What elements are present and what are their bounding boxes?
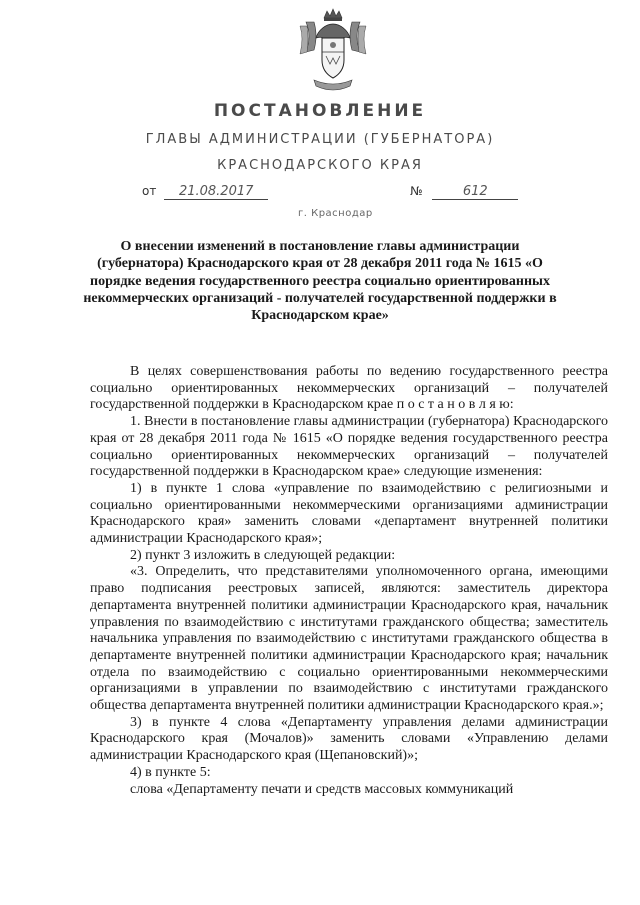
paragraph: В целях совершенствования работы по ведению государственного реестра социально ориентированных некоммерческих организаций – получателей государственной поддержки в Краснодарском крае п о с т а н о в л я ю: bbox=[90, 364, 608, 413]
paragraph: «3. Определить, что представителями уполномоченного органа, имеющими право подписания реестровых записей, являются: заместитель директора департамента внутренней политики администрации Краснодарского края, начальник управления по взаимодействию с институтами гражданского общества; заместитель начальника управления по взаимодействию с институтами гражданского общества в департаменте внутренней политики администрации Краснодарского края; начальник отдела по взаимодействию с социально ориентированными некоммерческими организациями в управлении по взаимодействию с институтами гражданского общества департамента внутренней политики администрации Краснодарского края.»; bbox=[90, 564, 608, 714]
number-value: 612 bbox=[432, 184, 518, 200]
document-title: О внесении изменений в постановление главы администрации (губернатора) Краснодарского края от 28 декабря 2011 года № 1615 «О порядке ведения государственного реестра социально ориентированных некоммерческих организаций - получателей государственной поддержки в Краснодарском крае» bbox=[83, 239, 557, 324]
city-name: г. Краснодар bbox=[298, 208, 373, 219]
coat-of-arms-icon bbox=[296, 8, 370, 94]
document-type: ПОСТАНОВЛЕНИЕ bbox=[213, 101, 427, 121]
document-body bbox=[90, 364, 608, 798]
paragraph: 4) в пункте 5: bbox=[130, 764, 211, 780]
issuing-authority: ГЛАВЫ АДМИНИСТРАЦИИ (ГУБЕРНАТОРА) bbox=[145, 132, 495, 147]
paragraph: 2) пункт 3 изложить в следующей редакции: bbox=[130, 547, 396, 563]
paragraph: 3) в пункте 4 слова «Департаменту управления делами администрации Краснодарского края (Мочалов)» заменить словами «Управлению делами администрации Краснодарского края (Щепановский)»; bbox=[90, 714, 608, 764]
paragraph: слова «Департаменту печати и средств массовых коммуникаций bbox=[130, 781, 514, 797]
date-line bbox=[142, 184, 268, 200]
number-prefix: № bbox=[410, 184, 423, 198]
paragraph: 1) в пункте 1 слова «управление по взаимодействию с религиозными и социально ориентированными некоммерческими организациями администрации Краснодарского края» заменить словами «департамент внутренней политики администрации Краснодарского края»; bbox=[90, 480, 608, 547]
date-prefix: от bbox=[142, 184, 157, 198]
paragraph: 1. Внести в постановление главы администрации (губернатора) Краснодарского края от 28 декабря 2011 года № 1615 «О порядке ведения государственного реестра социально ориентированных некоммерческих организаций – получателей государственной поддержки в Краснодарском крае» следующие изменения: bbox=[90, 414, 608, 480]
region-name: КРАСНОДАРСКОГО КРАЯ bbox=[217, 158, 423, 173]
date-value: 21.08.2017 bbox=[164, 184, 268, 200]
number-line bbox=[410, 184, 518, 200]
